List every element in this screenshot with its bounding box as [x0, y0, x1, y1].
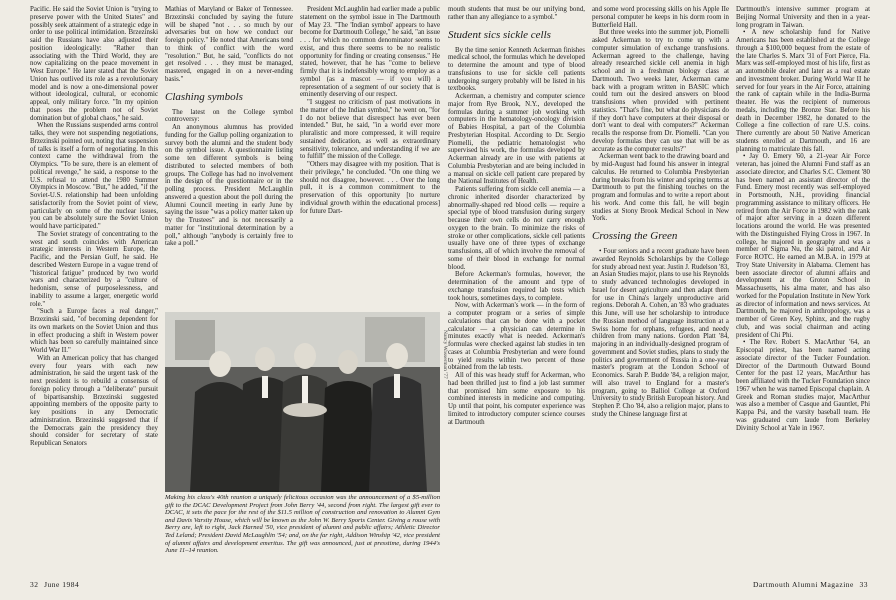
magazine-title: Dartmouth Alumni Magazine [753, 580, 854, 589]
paragraph: "Others may disagree with my position. That is their privilege," he concluded. "On one thing we should not disagree, however. . . . Over the long pull, it is a common commitment to the preservation of this opportunity [to nurture individual growth within the educational process] for future Dart- [300, 161, 440, 215]
column-3 [300, 6, 440, 306]
paragraph: • A new scholarship fund for Native Americans has been established at the College through a $100,000 bequest from the estate of the late Charles S. Marx '31 of Fort Pierce, Fla. Marx was self-employed most of his life, first as an automobile dealer and later as a real estate and investment broker. During World War II he served for four years in the Air Force, attaining the rank of captain while in the India-Burma theater. He was the recipient of numerous medals, including the Bronze Star. Before his death in December 1982, he donated to the College a fine collection of rare U.S. coins. There currently are about 50 Native American students enrolled at Dartmouth, and 16 are planning to matriculate this fall. [736, 29, 870, 153]
column-1 [30, 6, 158, 578]
column-4 [448, 6, 585, 578]
photo-caption: Making his class's 40th reunion a uniquely felicitous occasion was the announcement of a $5-million gift to the DCAC Development Project from John Berry '44, second from right. The largest gift ever to DCAC, it sets the pace for the rest of the $11.5 million of construction and renovation to Alumni Gym and Davis Varsity House, which will be known as the John W. Berry Sports Center. Giving a rouse with Berry are, left to right, Jack Harned '50, vice president of alumni and public affairs; Athletic Director Ted Leland; President David McLaughlin '54; and, on the far right, Addison Winship '42, vice president of alumni affairs and development emeritus. The gift was announced, just at presstime, during 1944's June 11–14 reunion. [165, 494, 440, 555]
paragraph: "Such a Europe faces a real danger," Brzezinski said, "of becoming dependent for its own markets on the Soviet Union and thus in effect producing a shift in Western power which has been so carefully maintained since World War II." [30, 308, 158, 354]
column-6 [736, 6, 870, 578]
page-number-left: 32 [30, 580, 39, 589]
paragraph: Ackerman went back to the drawing board and by mid-August had found his answer in integral calculus. He returned to Columbia Presbyterian during breaks from his winter and spring terms at Dartmouth to put the finishing touches on the program and formulas and to write a report about his work. And come this fall, he will begin studies at Stony Brook Medical School in New York. [592, 153, 729, 223]
page-number-right: 33 [859, 580, 868, 589]
paragraph: and some word processing skills on his Apple IIe personal computer he keeps in his dorm room in Butterfield Hall. [592, 6, 729, 29]
photo-credit: Nancy Wasserman '77 [442, 330, 448, 379]
issue-date: June 1984 [44, 580, 80, 589]
paragraph: • The Rev. Robert S. MacArthur '64, an Episcopal priest, has been named acting associate director of the Tucker Foundation. Director of the Dartmouth Outward Bound Center for the past 12 years, MacArthur has been affiliated with the Tucker Foundation since 1967 when he was named Episcopal chaplain. A Greek and Roman studies major, MacArthur was also a member of Casque and Gauntlet, Phi Kappa Psi, and the varsity baseball team. He was graduated cum laude from Berkeley Divinity School at Yale in 1967. [736, 339, 870, 432]
paragraph: The latest on the College symbol controversy: [165, 108, 293, 124]
paragraph: President McLaughlin had earlier made a public statement on the symbol issue in The Dartmouth of May 23. "The 'Indian symbol' appears to have become for Dartmouth College," he said, "an issue . . . for which no common denominator seems to exist, and thus there seems to be no realistic opportunity for finding or creating consensus." He stated, however, that he has "come to believe firmly that it is indefensibly wrong to employ as a symbol (as a mascot — if you will) a representation of a segment of our society that is eminently deserving of our respect. [300, 6, 440, 99]
paragraph: With an American policy that has changed every four years with each new administration, he said the urgent task of the next president is to rebuild a consensus of foreign policy through a "deliberate" pursuit of bipartisanship. Brzezinski suggested appointing members of the opposite party to key positions in any Democratic administration. Brzezinski suggested that if the Democrats gain the presidency they should consider for secretary of state Republican Senators [30, 354, 158, 447]
paragraph: Pacific. He said the Soviet Union is "trying to preserve power with the United States" and possibly seek attainment of a strategic edge in order to use political intimidation. Brzezinski said the Russians have also adjusted their position ideologically: "Rather than associating with the Third World, they are now capitalizing on the peace movement in West Europe." He later stated that the Soviet Union has outlived its role as a revolutionary model and is now a one-dimensional power without ideological, cultural, or economic appeal, only military force. "In my opinion that poses the problem not of Soviet domination but of global chaos," he said. [30, 6, 158, 122]
paragraph: mouth students that must be our unifying bond, rather than any allegiance to a symbol." [448, 6, 585, 21]
paragraph: All of this was heady stuff for Ackerman, who had been thrilled just to find a job last summer that promised him some exposure to his combined interests in medicine and computing. Up until that point, his computer experience was limited to introductory computer science courses at Dartmouth [448, 372, 585, 426]
section-heading: Student sics sickle cells [448, 28, 551, 41]
folio-right [753, 580, 868, 589]
paragraph: Now, with Ackerman's work — in the form of a computer program or a series of simple calculations that can be done with a pocket calculator — a physician can determine in minutes exactly what is needed. Ackerman's formulas were checked against lab studies in ten cases at Columbia Presbyterian and were found to yield results within two percent of those obtained from the lab tests. [448, 302, 585, 372]
paragraph: • Four seniors and a recent graduate have been awarded Reynolds Scholarships by the College for study abroad next year. Justin J. Rudelson '83, an Asian Studies major, plans to use his Reynolds to study advanced technologies developed in Israel for desert agriculture and then adapt them for use in China's largely unproductive arid regions. Deborah A. Cohen, an '83 who graduates this June, will use her scholarship to introduce the Russian method of language instruction at a Swiss home for orphans, refugees, and needy children from many nations. Gordon Platt '84, majoring in an individually-designed program of government and Soviet studies, plans to study the politics and government of Russia in a one-year master's program at the London School of Economics. Sarah P. Budde '84, a religion major, will also travel to England for a master's program, going to Balliol College at Oxford University to study British European history. And Stephen P. Cho '84, also a religion major, plans to study the Chinese language first at [592, 248, 729, 418]
column-5 [592, 6, 729, 578]
paragraph: By the time senior Kenneth Ackerman finishes medical school, the formulas which he developed to determine the amount and type of blood transfusions to use for sickle cell patients undergoing surgery probably will be listed in his textbooks. [448, 46, 585, 93]
paragraph: Patients suffering from sickle cell anemia — a chronic inherited disorder characterized by abnormally-shaped red blood cells — require a special type of blood transfusion during surgery because their own cells do not carry enough oxygen to the brain. To minimize the risks of stroke or other complications, sickle cell patients usually have one of three types of exchange transfusions, all of which involve the removal of some of their blood in exchange for normal blood. [448, 186, 585, 271]
paragraph: "I suggest no criticism of past motivations in the matter of the Indian symbol," he went on, "for I do not believe that disrespect has ever been intended." But, he said, "in a world ever more pluralistic and more compressed, it will require sustained dedication, as well as extraordinary sensitivity, tolerance, and understanding if we are to fulfill" the mission of the College. [300, 99, 440, 161]
folio-left [30, 580, 79, 589]
paragraph: Ackerman, a chemistry and computer science major from Rye Brook, N.Y., developed the formulas during a summer job working with computers in the hematology-oncology division of Babies Hospital, a part of the Columbia Presbyterian Hospital. According to Dr. Sergio Piomelli, the pediatric hematologist who supervised his work, the formulas developed by Ackerman already are in use with patients at Columbia Presbyterian and are being included in a manual on sickle cell patient care prepared by the National Institutes of Health. [448, 93, 585, 186]
paragraph: Dartmouth's intensive summer program at Beijing Normal University and then in a year-long program in Taiwan. [736, 6, 870, 29]
paragraph: The Soviet strategy of concentrating to the west and south coincides with American strategic interests in Western Europe, the Pacific, and the Persian Gulf, he said. He described Western Europe in a vague trend of "historical fatigue" produced by two world wars and characterized by a "culture of hedonism, sense of purposelessness, and inability to assume a larger, energetic world role." [30, 230, 158, 308]
column-2 [165, 6, 293, 306]
reunion-photo [165, 312, 440, 492]
section-heading: Clashing symbols [165, 90, 243, 103]
paragraph: Mathias of Maryland or Baker of Tennessee. Brzezinski concluded by saying the future will be shaped "not . . . so much by our adversaries but on how we conduct our foreign policy." He noted that Americans tend to think of conflict with the word "resolution." But, he said, "conflicts do not get resolved . . . they must be managed, mastered, engaged in on a never-ending basis." [165, 6, 293, 83]
paragraph: An anonymous alumnus has provided funding for the Gallup polling organization to survey both the alumni and the student body on the symbol issue. A questionnaire listing some ten different symbols is being distributed to selected members of both groups. The College has had no involvement in the design of the questionnaire or in the polling process. President McLaughlin answered a question about the poll during the Alumni Council meeting in early June by saying the issue "was a policy matter taken up by the Trustees" and is not necessarily a matter for "institutional determination by a poll," although "anybody is certainly free to take a poll." [165, 124, 293, 248]
paragraph: • Jay O. Emery '60, a 21-year Air Force veteran, has joined the Alumni Fund staff as an associate director, and Charles S.C. Clement '80 has been named an assistant director of the Fund. Emery most recently was self-employed in Portsmouth, N.H., providing financial programming assistance to military officers. He retired from the Air Force in 1982 with the rank of major after serving in a dozen different locations around the world. He was presented with the Distinguished Flying Cross in 1967. In college, he majored in geography and was a member of Sigma Nu, the ski patrol, and Air Force ROTC. He earned an M.B.A. in 1979 at Troy State University in Alabama. Clement has been associate director of alumni affairs and development at the Groton School in Massachusetts, his alma mater, and has also worked for the Population Institute in New York as director of information and news services. At Dartmouth, he majored in anthropology, was a member of Green Key, Sphinx, and the rugby club, and was social chairman and acting president of Chi Phi. [736, 153, 870, 339]
paragraph: When the Russians suspended arms control talks, they were not suspending negotiations, Brzezinski pointed out, noting that suspension of talks is itself a form of negotiating. In this context came the withdrawal from the Olympics. "To be sure, there is an element of political revenge," he said, a response to the U.S. refusal to attend the 1980 Summer Olympics in Moscow. "But," he added, "if the Soviet-U.S. relationship had been unfolding satisfactorily from the Soviet point of view, particularly on some of the nuclear issues, you can be absolutely sure the Soviet Union would have participated." [30, 122, 158, 230]
section-heading: Crossing the Green [592, 230, 678, 242]
paragraph: But three weeks into the summer job, Piomelli asked Ackerman to try to come up with a computer simulation of exchange transfusions. Ackerman agreed to the challenge, having already researched sickle cell anemia in high school and in a freshman biology class at Dartmouth. Two weeks later, Ackerman came back with a program written in BASIC which could turn out the desired answers on blood transfusions when provided with pertinent statistics. "That's fine, but what do physicians do if they don't have computers at their disposal or don't want to deal with computers?" Ackerman recalls the response from Dr. Piomelli. "Can you develop formulas they can use that will be as accurate as the computer results?" [592, 29, 729, 153]
paragraph: Before Ackerman's formulas, however, the determination of the amount and type of exchange transfusion required lab tests which took hours, sometimes days, to complete. [448, 271, 585, 302]
